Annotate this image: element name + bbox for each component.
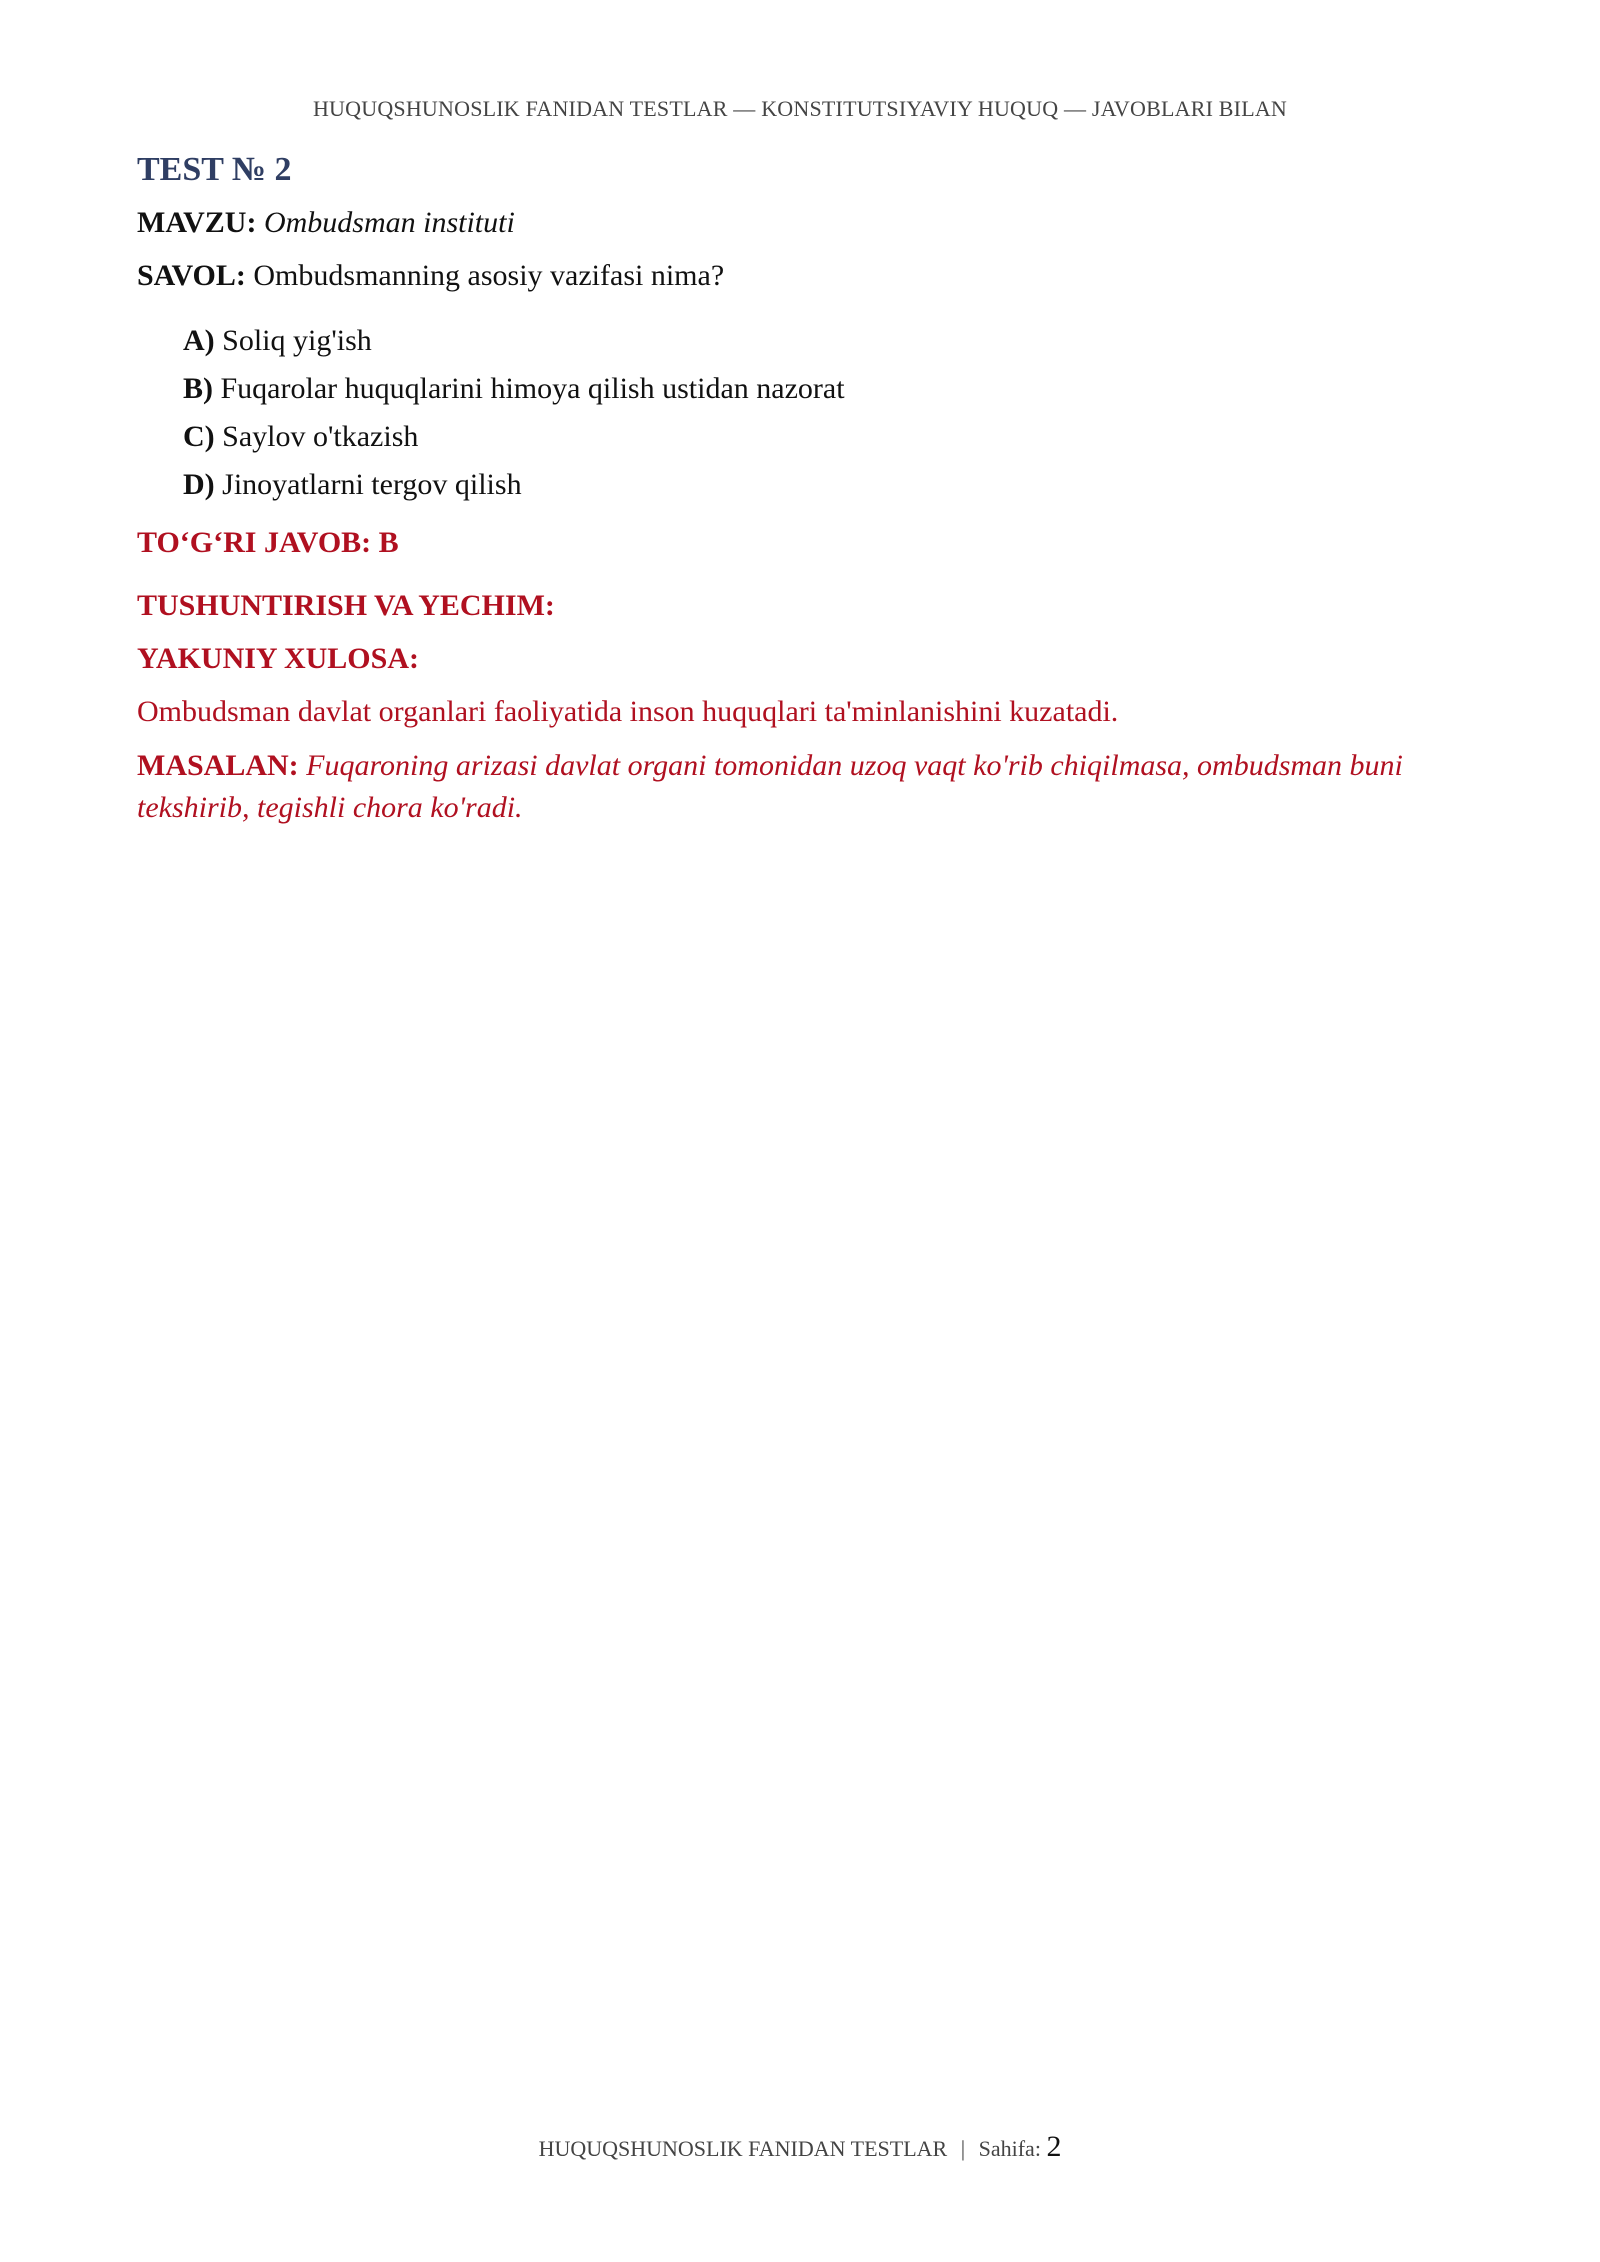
answer-options (137, 317, 1467, 509)
page-footer (0, 2130, 1600, 2164)
example-paragraph (137, 745, 1467, 829)
running-header: HUQUQSHUNOSLIK FANIDAN TESTLAR — KONSTITUTSIYAVIY HUQUQ — JAVOBLARI BILAN (312, 96, 1288, 121)
test-title: TEST № 2 (137, 151, 292, 188)
footer-separator: | (960, 2136, 966, 2161)
option-c (183, 413, 1467, 461)
option-text: Fuqarolar huquqlarini himoya qilish ustidan nazorat (220, 371, 845, 405)
option-letter: B) (183, 371, 213, 405)
option-letter: D) (183, 467, 215, 501)
option-text: Saylov o'tkazish (222, 419, 419, 453)
topic-line (137, 203, 1467, 242)
option-a (183, 317, 1467, 365)
option-b (183, 365, 1467, 413)
question-line (137, 256, 1467, 295)
correct-answer: TO‘G‘RI JAVOB: B (137, 525, 399, 559)
topic-label: MAVZU: (137, 205, 257, 239)
option-text: Jinoyatlarni tergov qilish (222, 467, 522, 501)
question-text: Ombudsmanning asosiy vazifasi nima? (253, 258, 725, 292)
explanation-heading: TUSHUNTIRISH VA YECHIM: (137, 588, 555, 622)
page-number: 2 (1046, 2130, 1062, 2163)
example-label: MASALAN: (137, 748, 299, 782)
test-content (137, 150, 1467, 829)
option-letter: A) (183, 323, 215, 357)
question-label: SAVOL: (137, 258, 246, 292)
page-label: Sahifa: (978, 2136, 1041, 2161)
option-d (183, 461, 1467, 509)
example-text: Fuqaroning arizasi davlat organi tomonidan uzoq vaqt ko'rib chiqilmasa, ombudsman buni tekshirib, tegishli chora ko'radi. (137, 748, 1403, 824)
footer-title: HUQUQSHUNOSLIK FANIDAN TESTLAR (538, 2136, 948, 2161)
option-letter: C) (183, 419, 215, 453)
topic-value: Ombudsman instituti (263, 205, 515, 239)
conclusion-heading: YAKUNIY XULOSA: (137, 641, 419, 675)
conclusion-text: Ombudsman davlat organlari faoliyatida inson huquqlari ta'minlanishini kuzatadi. (137, 694, 1119, 728)
option-text: Soliq yig'ish (222, 323, 372, 357)
